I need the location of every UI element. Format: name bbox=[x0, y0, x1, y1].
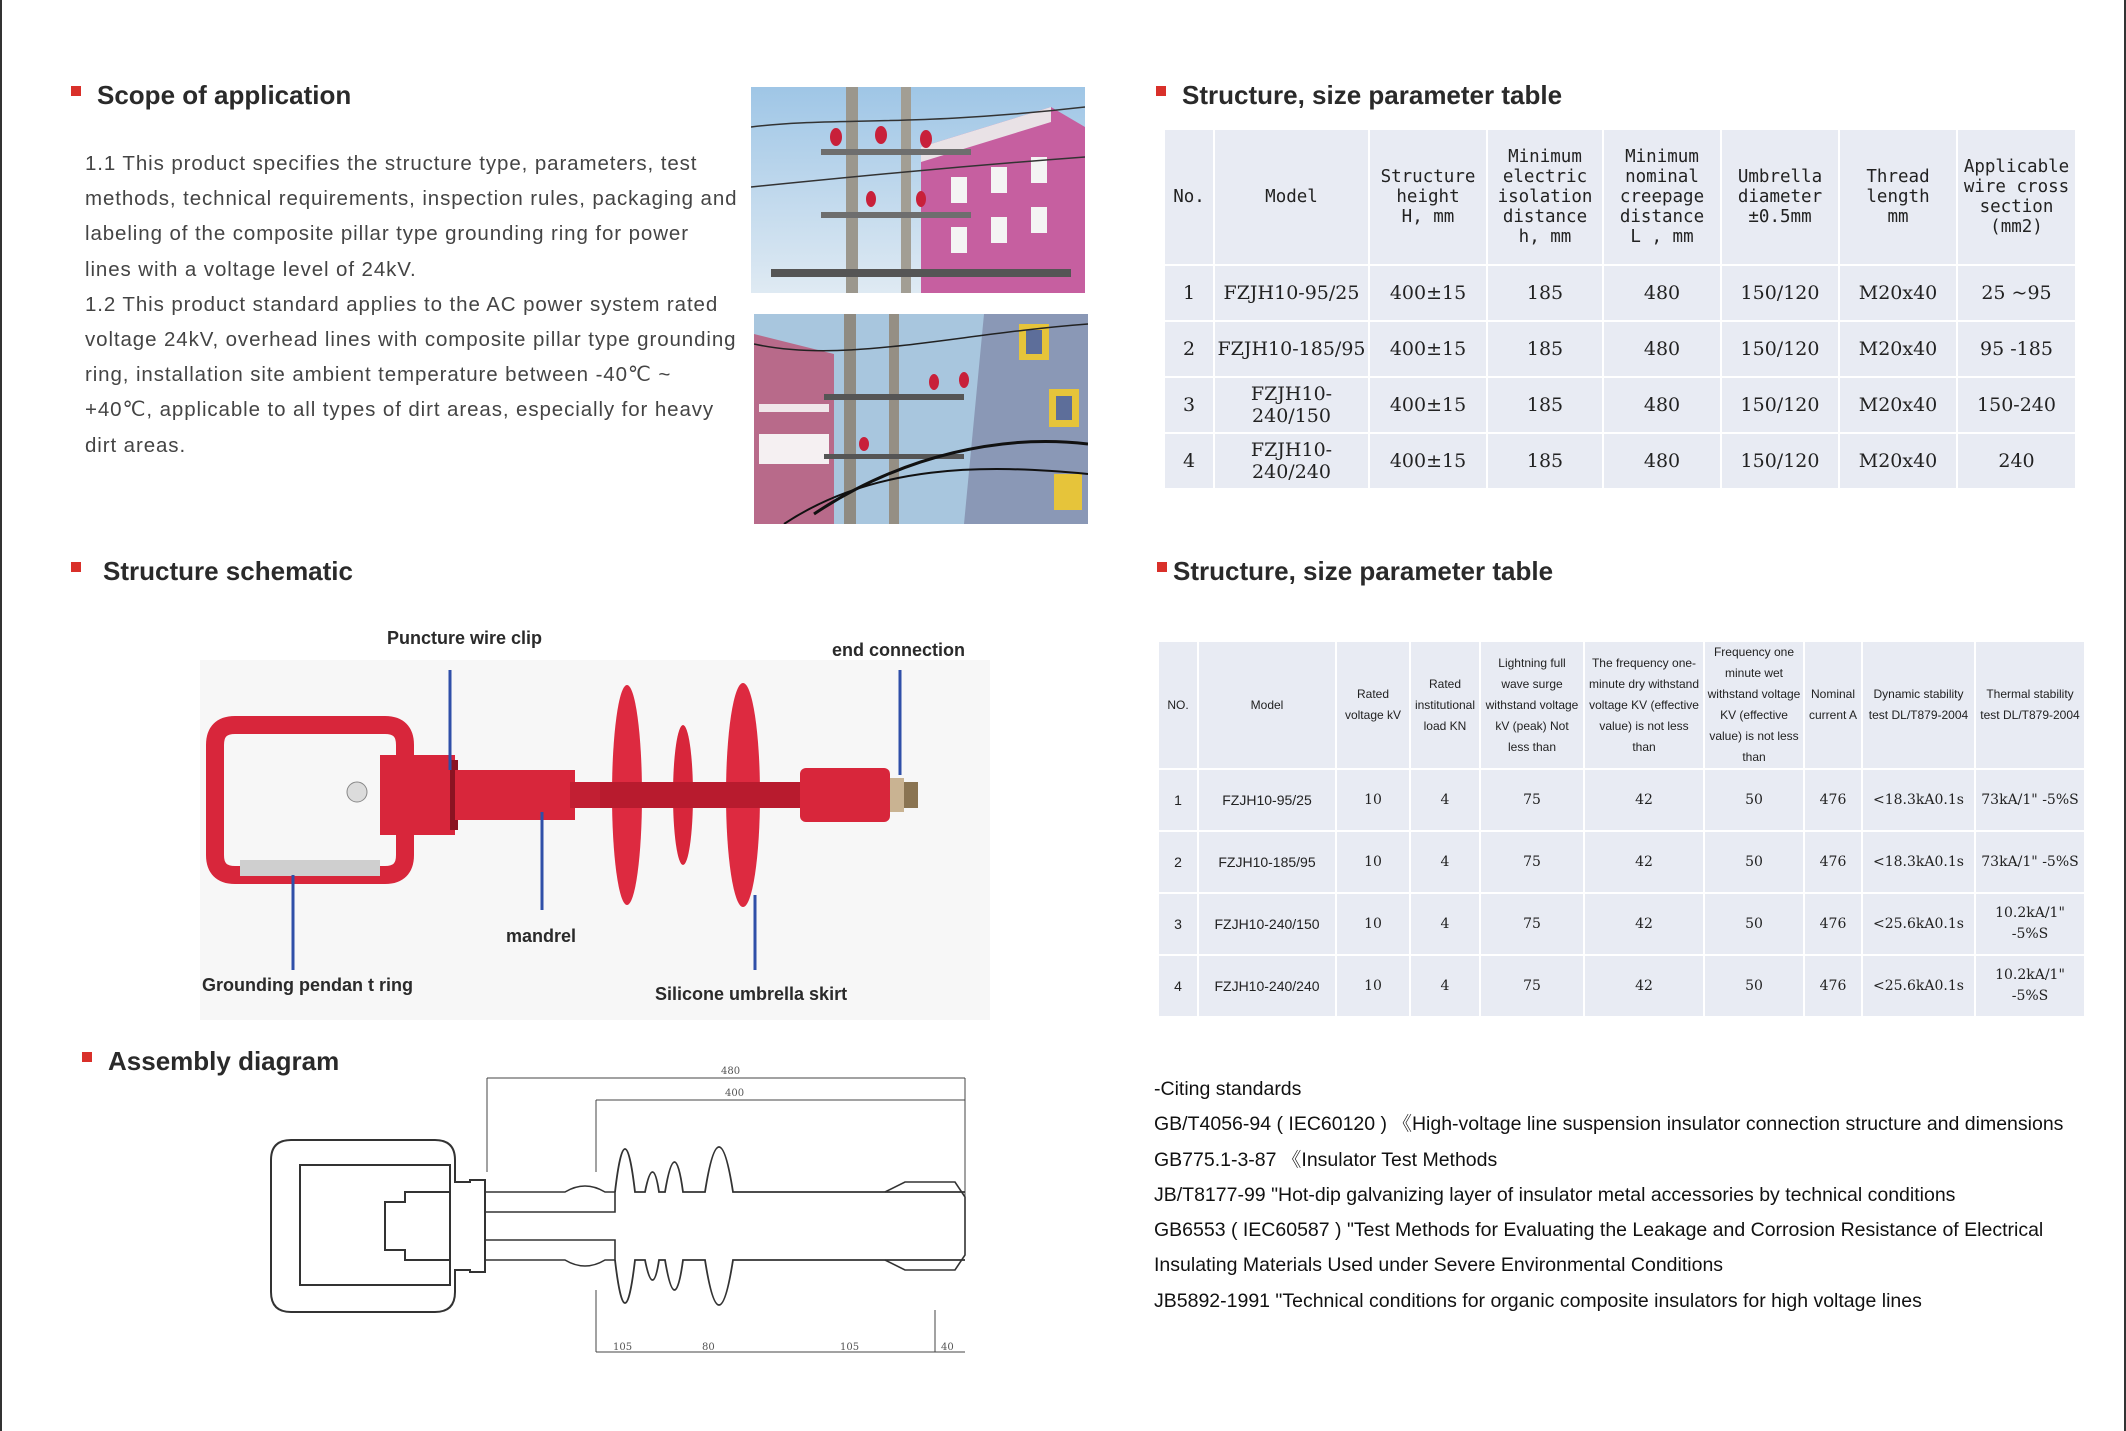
table-cell: 4 bbox=[1410, 893, 1480, 955]
table-cell: 1 bbox=[1164, 265, 1214, 321]
table-cell: 480 bbox=[1603, 321, 1721, 377]
scope-text bbox=[85, 146, 740, 463]
table2-title: Structure, size parameter table bbox=[1173, 556, 1554, 586]
table-cell: 42 bbox=[1584, 769, 1704, 831]
section-bullet-icon bbox=[71, 86, 81, 96]
table-cell: 1 bbox=[1158, 769, 1198, 831]
table-cell: 10 bbox=[1336, 831, 1410, 893]
table-cell: 10.2kA/1" -5%S bbox=[1975, 955, 2085, 1017]
table-cell: 3 bbox=[1164, 377, 1214, 433]
table-cell: 240 bbox=[1957, 433, 2076, 489]
table-cell: 75 bbox=[1480, 831, 1584, 893]
table-cell: <25.6kA0.1s bbox=[1862, 955, 1975, 1017]
scope-paragraph-1: 1.1 This product specifies the structure type, parameters, test methods, technical requirements, inspection rules, packaging and labeling of the composite pillar type grounding ring for power lines with a voltage level of 24kV. bbox=[85, 152, 738, 281]
table-cell: <18.3kA0.1s bbox=[1862, 831, 1975, 893]
table-header-cell: Dynamic stability test DL/T879-2004 bbox=[1862, 641, 1975, 769]
table-cell: 185 bbox=[1487, 265, 1603, 321]
table-header-cell: Thread length mm bbox=[1839, 129, 1957, 265]
dim-105a: 105 bbox=[613, 1342, 633, 1353]
insulator-schematic-image bbox=[200, 660, 990, 1020]
table-cell: 185 bbox=[1487, 433, 1603, 489]
table-cell: 50 bbox=[1704, 769, 1804, 831]
table-cell: 25 ~95 bbox=[1957, 265, 2076, 321]
table-cell: 10 bbox=[1336, 893, 1410, 955]
table-cell: FZJH10-240/150 bbox=[1198, 893, 1336, 955]
table-cell: 10 bbox=[1336, 769, 1410, 831]
table1-heading bbox=[1156, 80, 1562, 111]
standards-item: GB775.1-3-87 《Insulator Test Methods bbox=[1154, 1148, 1498, 1171]
table-header-cell: Thermal stability test DL/T879-2004 bbox=[1975, 641, 2085, 769]
table-header-cell: Rated voltage kV bbox=[1336, 641, 1410, 769]
table-cell: M20x40 bbox=[1839, 265, 1957, 321]
table-header-cell: Applicable wire cross section (mm2) bbox=[1957, 129, 2076, 265]
table-cell: 50 bbox=[1704, 955, 1804, 1017]
table-cell: 476 bbox=[1804, 769, 1862, 831]
table-row bbox=[1158, 893, 2085, 955]
table-cell: 75 bbox=[1480, 769, 1584, 831]
table-cell: 150/120 bbox=[1721, 377, 1839, 433]
table-cell: 400±15 bbox=[1369, 377, 1487, 433]
structure-size-table-1 bbox=[1163, 128, 2077, 490]
photo-pole-installation-1 bbox=[751, 87, 1085, 293]
table-row bbox=[1158, 769, 2085, 831]
table-header-cell: NO. bbox=[1158, 641, 1198, 769]
table-header-cell: Minimum electric isolation distance h, mm bbox=[1487, 129, 1603, 265]
table-header-cell: The frequency one-minute dry withstand voltage KV (effective value) is not less than bbox=[1584, 641, 1704, 769]
table-header-cell: Umbrella diameter ±0.5mm bbox=[1721, 129, 1839, 265]
table-cell: 480 bbox=[1603, 433, 1721, 489]
structure-size-table-2 bbox=[1157, 640, 2086, 1018]
table-cell: FZJH10-240/150 bbox=[1214, 377, 1369, 433]
table-row bbox=[1158, 831, 2085, 893]
assembly-diagram bbox=[265, 1062, 975, 1362]
dim-400: 400 bbox=[725, 1088, 745, 1099]
table-cell: 75 bbox=[1480, 955, 1584, 1017]
table-cell: 480 bbox=[1603, 377, 1721, 433]
page-left-border bbox=[0, 0, 2, 1431]
table-cell: 3 bbox=[1158, 893, 1198, 955]
table-cell: 2 bbox=[1158, 831, 1198, 893]
table-cell: 2 bbox=[1164, 321, 1214, 377]
table-row bbox=[1158, 955, 2085, 1017]
standards-item: JB5892-1991 "Technical conditions for organic composite insulators for high voltage lines bbox=[1154, 1289, 1922, 1312]
table-cell: 10 bbox=[1336, 955, 1410, 1017]
table-cell: <25.6kA0.1s bbox=[1862, 893, 1975, 955]
table-cell: 185 bbox=[1487, 377, 1603, 433]
table-cell: FZJH10-185/95 bbox=[1198, 831, 1336, 893]
scope-title: Scope of application bbox=[97, 80, 352, 110]
table-header-cell: Minimum nominal creepage distance L , mm bbox=[1603, 129, 1721, 265]
table-cell: 400±15 bbox=[1369, 433, 1487, 489]
table-cell: 400±15 bbox=[1369, 321, 1487, 377]
label-puncture-wire-clip: Puncture wire clip bbox=[387, 628, 543, 648]
table-cell: 150-240 bbox=[1957, 377, 2076, 433]
citing-standards bbox=[1154, 1072, 2094, 1319]
table-header-cell: Frequency one minute wet withstand voltage KV (effective value) is not less than bbox=[1704, 641, 1804, 769]
table-cell: 95 -185 bbox=[1957, 321, 2076, 377]
label-mandrel: mandrel bbox=[506, 926, 577, 946]
table-cell: 4 bbox=[1410, 831, 1480, 893]
table-cell: 50 bbox=[1704, 831, 1804, 893]
assembly-title: Assembly diagram bbox=[108, 1046, 340, 1076]
table1-title: Structure, size parameter table bbox=[1182, 80, 1563, 110]
table-cell: M20x40 bbox=[1839, 321, 1957, 377]
table-header-cell: Rated institutional load KN bbox=[1410, 641, 1480, 769]
table-cell: 480 bbox=[1603, 265, 1721, 321]
table-header-row bbox=[1158, 641, 2085, 769]
table-cell: 42 bbox=[1584, 893, 1704, 955]
table-cell: <18.3kA0.1s bbox=[1862, 769, 1975, 831]
dim-105b: 105 bbox=[840, 1342, 860, 1353]
table-cell: FZJH10-95/25 bbox=[1198, 769, 1336, 831]
dim-40: 40 bbox=[941, 1342, 954, 1353]
table-cell: 4 bbox=[1410, 955, 1480, 1017]
schematic-heading bbox=[71, 556, 353, 587]
table-cell: 400±15 bbox=[1369, 265, 1487, 321]
table-cell: FZJH10-240/240 bbox=[1214, 433, 1369, 489]
table-cell: 75 bbox=[1480, 893, 1584, 955]
table-header-cell: Nominal current A bbox=[1804, 641, 1862, 769]
table-cell: 185 bbox=[1487, 321, 1603, 377]
label-silicone-skirt: Silicone umbrella skirt bbox=[655, 984, 848, 1004]
section-bullet-icon bbox=[1156, 86, 1166, 96]
table-row bbox=[1164, 433, 2076, 489]
table-cell: 10.2kA/1" -5%S bbox=[1975, 893, 2085, 955]
table-cell: 4 bbox=[1158, 955, 1198, 1017]
standards-item: GB/T4056-94 ( IEC60120 ) 《High-voltage line suspension insulator connection structure and dimensions bbox=[1154, 1113, 2064, 1136]
photo-pole-installation-2 bbox=[754, 314, 1088, 524]
table-header-cell: Model bbox=[1198, 641, 1336, 769]
table-cell: 476 bbox=[1804, 955, 1862, 1017]
table-cell: 73kA/1" -5%S bbox=[1975, 831, 2085, 893]
standards-item: JB/T8177-99 "Hot-dip galvanizing layer of insulator metal accessories by technical conditions bbox=[1154, 1183, 1956, 1206]
table-cell: FZJH10-95/25 bbox=[1214, 265, 1369, 321]
section-bullet-icon bbox=[1157, 562, 1167, 572]
table-header-cell: Lightning full wave surge withstand voltage kV (peak) Not less than bbox=[1480, 641, 1584, 769]
table-cell: 150/120 bbox=[1721, 265, 1839, 321]
table-header-cell: Model bbox=[1214, 129, 1369, 265]
label-grounding-ring: Grounding pendan t ring bbox=[202, 975, 413, 995]
scope-paragraph-2: 1.2 This product standard applies to the AC power system rated voltage 24kV, overhead lines with composite pillar type grounding ring, installation site ambient temperature between -40℃ ~ +40℃, applicable to all types of dirt areas, especially for heavy dirt areas. bbox=[85, 292, 737, 457]
scope-heading bbox=[71, 80, 351, 111]
table-cell: M20x40 bbox=[1839, 433, 1957, 489]
table-cell: 150/120 bbox=[1721, 433, 1839, 489]
standards-item: -Citing standards bbox=[1154, 1078, 1302, 1100]
dim-80: 80 bbox=[702, 1342, 715, 1353]
label-end-connection: end connection bbox=[832, 640, 966, 660]
table-cell: 50 bbox=[1704, 893, 1804, 955]
table-header-row bbox=[1164, 129, 2076, 265]
table-row bbox=[1164, 377, 2076, 433]
standards-item: GB6553 ( IEC60587 ) "Test Methods for Evaluating the Leakage and Corrosion Resistance of Electrical Insulating Materials Used under Severe Environmental Conditions bbox=[1154, 1219, 2044, 1277]
table-cell: 73kA/1" -5%S bbox=[1975, 769, 2085, 831]
table-cell: FZJH10-185/95 bbox=[1214, 321, 1369, 377]
section-bullet-icon bbox=[82, 1052, 92, 1062]
table-header-cell: No. bbox=[1164, 129, 1214, 265]
table-row bbox=[1164, 321, 2076, 377]
section-bullet-icon bbox=[71, 562, 81, 572]
table-row bbox=[1164, 265, 2076, 321]
dim-480: 480 bbox=[721, 1066, 741, 1077]
table-cell: M20x40 bbox=[1839, 377, 1957, 433]
schematic-title: Structure schematic bbox=[103, 556, 353, 586]
table-cell: 476 bbox=[1804, 893, 1862, 955]
table-cell: 4 bbox=[1410, 769, 1480, 831]
table2-heading bbox=[1157, 556, 1553, 587]
table-cell: 42 bbox=[1584, 831, 1704, 893]
table-cell: 4 bbox=[1164, 433, 1214, 489]
table-cell: 42 bbox=[1584, 955, 1704, 1017]
table-cell: 476 bbox=[1804, 831, 1862, 893]
table-cell: 150/120 bbox=[1721, 321, 1839, 377]
table-cell: FZJH10-240/240 bbox=[1198, 955, 1336, 1017]
table-header-cell: Structure height H, mm bbox=[1369, 129, 1487, 265]
